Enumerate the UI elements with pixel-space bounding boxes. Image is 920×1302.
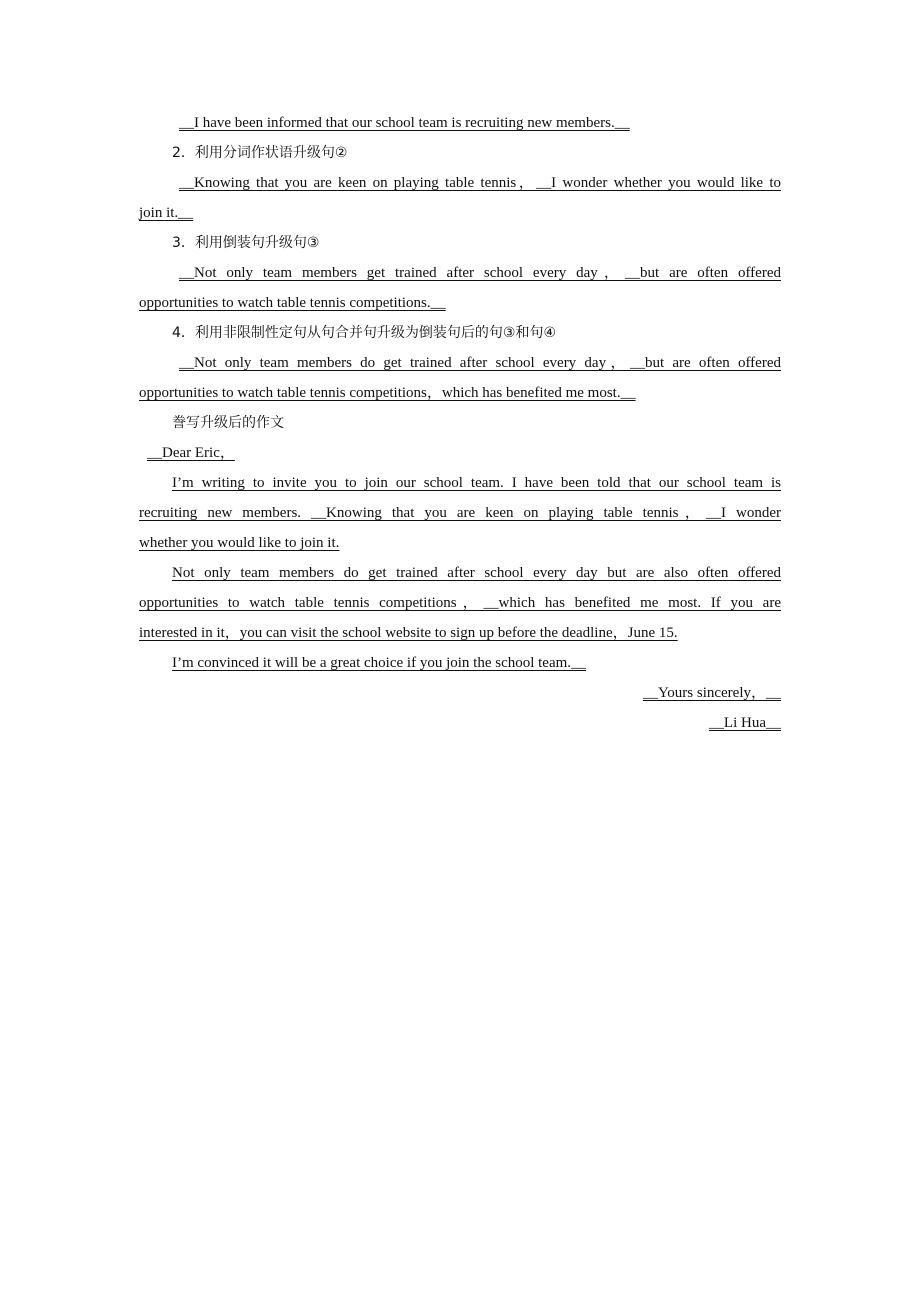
essay-p2-line3-text: interested in it，you can visit the school website to sign up before the deadline，June 15. xyxy=(139,625,678,641)
essay-p3-line1-text: I’m convinced it will be a great choice if you join the school team.__ xyxy=(172,655,587,671)
essay-p2-line2: opportunities to watch table tennis competitions，__which has benefited me most. If you are xyxy=(139,595,781,611)
essay-p3-line1 xyxy=(139,648,781,678)
essay-p2-line3 xyxy=(139,618,781,648)
essay-p1-line1: I’m writing to invite you to join our school team. I have been told that our school team is xyxy=(172,475,781,491)
item1-answer xyxy=(139,108,781,138)
item4-answer-line2 xyxy=(139,378,781,408)
item4-label-text: 4．利用非限制性定句从句合并句升级为倒装句后的句③和句④ xyxy=(172,325,557,341)
essay-p1-line3 xyxy=(139,528,781,558)
item2-answer-line1: __Knowing that you are keen on playing table tennis，__I wonder whether you would like to xyxy=(179,175,781,191)
item4-label xyxy=(139,318,781,348)
essay-closing xyxy=(139,678,781,708)
essay-heading: 誊写升级后的作文 xyxy=(172,415,284,431)
item3-answer-line2 xyxy=(139,288,781,318)
essay-greeting xyxy=(139,438,781,468)
item3-label xyxy=(139,228,781,258)
essay-p2-line1: Not only team members do get trained after school every day but are also often offered xyxy=(172,565,781,581)
item4-answer-line1: __Not only team members do get trained after school every day，__but are often offered xyxy=(179,355,781,371)
item2-label-text: 2．利用分词作状语升级句② xyxy=(172,145,348,161)
item4-answer-line2-text: opportunities to watch table tennis competitions，which has benefited me most.__ xyxy=(139,385,636,401)
item3-answer-line1: __Not only team members get trained after school every day，__but are often offered xyxy=(179,265,781,281)
essay-p1-line3-text: whether you would like to join it. xyxy=(139,535,340,551)
item2-answer-line2-text: join it.__ xyxy=(139,205,194,221)
essay-greeting-text: __Dear Eric， xyxy=(147,445,235,461)
item2-answer-line2 xyxy=(139,198,781,228)
item2-label xyxy=(139,138,781,168)
essay-signature-text: __Li Hua__ xyxy=(708,715,781,731)
item3-label-text: 3．利用倒装句升级句③ xyxy=(172,235,320,251)
essay-p1-line2: recruiting new members. __Knowing that you are keen on playing table tennis，__I wonder xyxy=(139,505,781,521)
essay-closing-text: __Yours sincerely，__ xyxy=(642,685,781,701)
document-page xyxy=(139,108,781,738)
essay-signature xyxy=(139,708,781,738)
item3-answer-line2-text: opportunities to watch table tennis competitions.__ xyxy=(139,295,446,311)
item1-answer-text: __I have been informed that our school team is recruiting new members.__ xyxy=(179,115,630,131)
